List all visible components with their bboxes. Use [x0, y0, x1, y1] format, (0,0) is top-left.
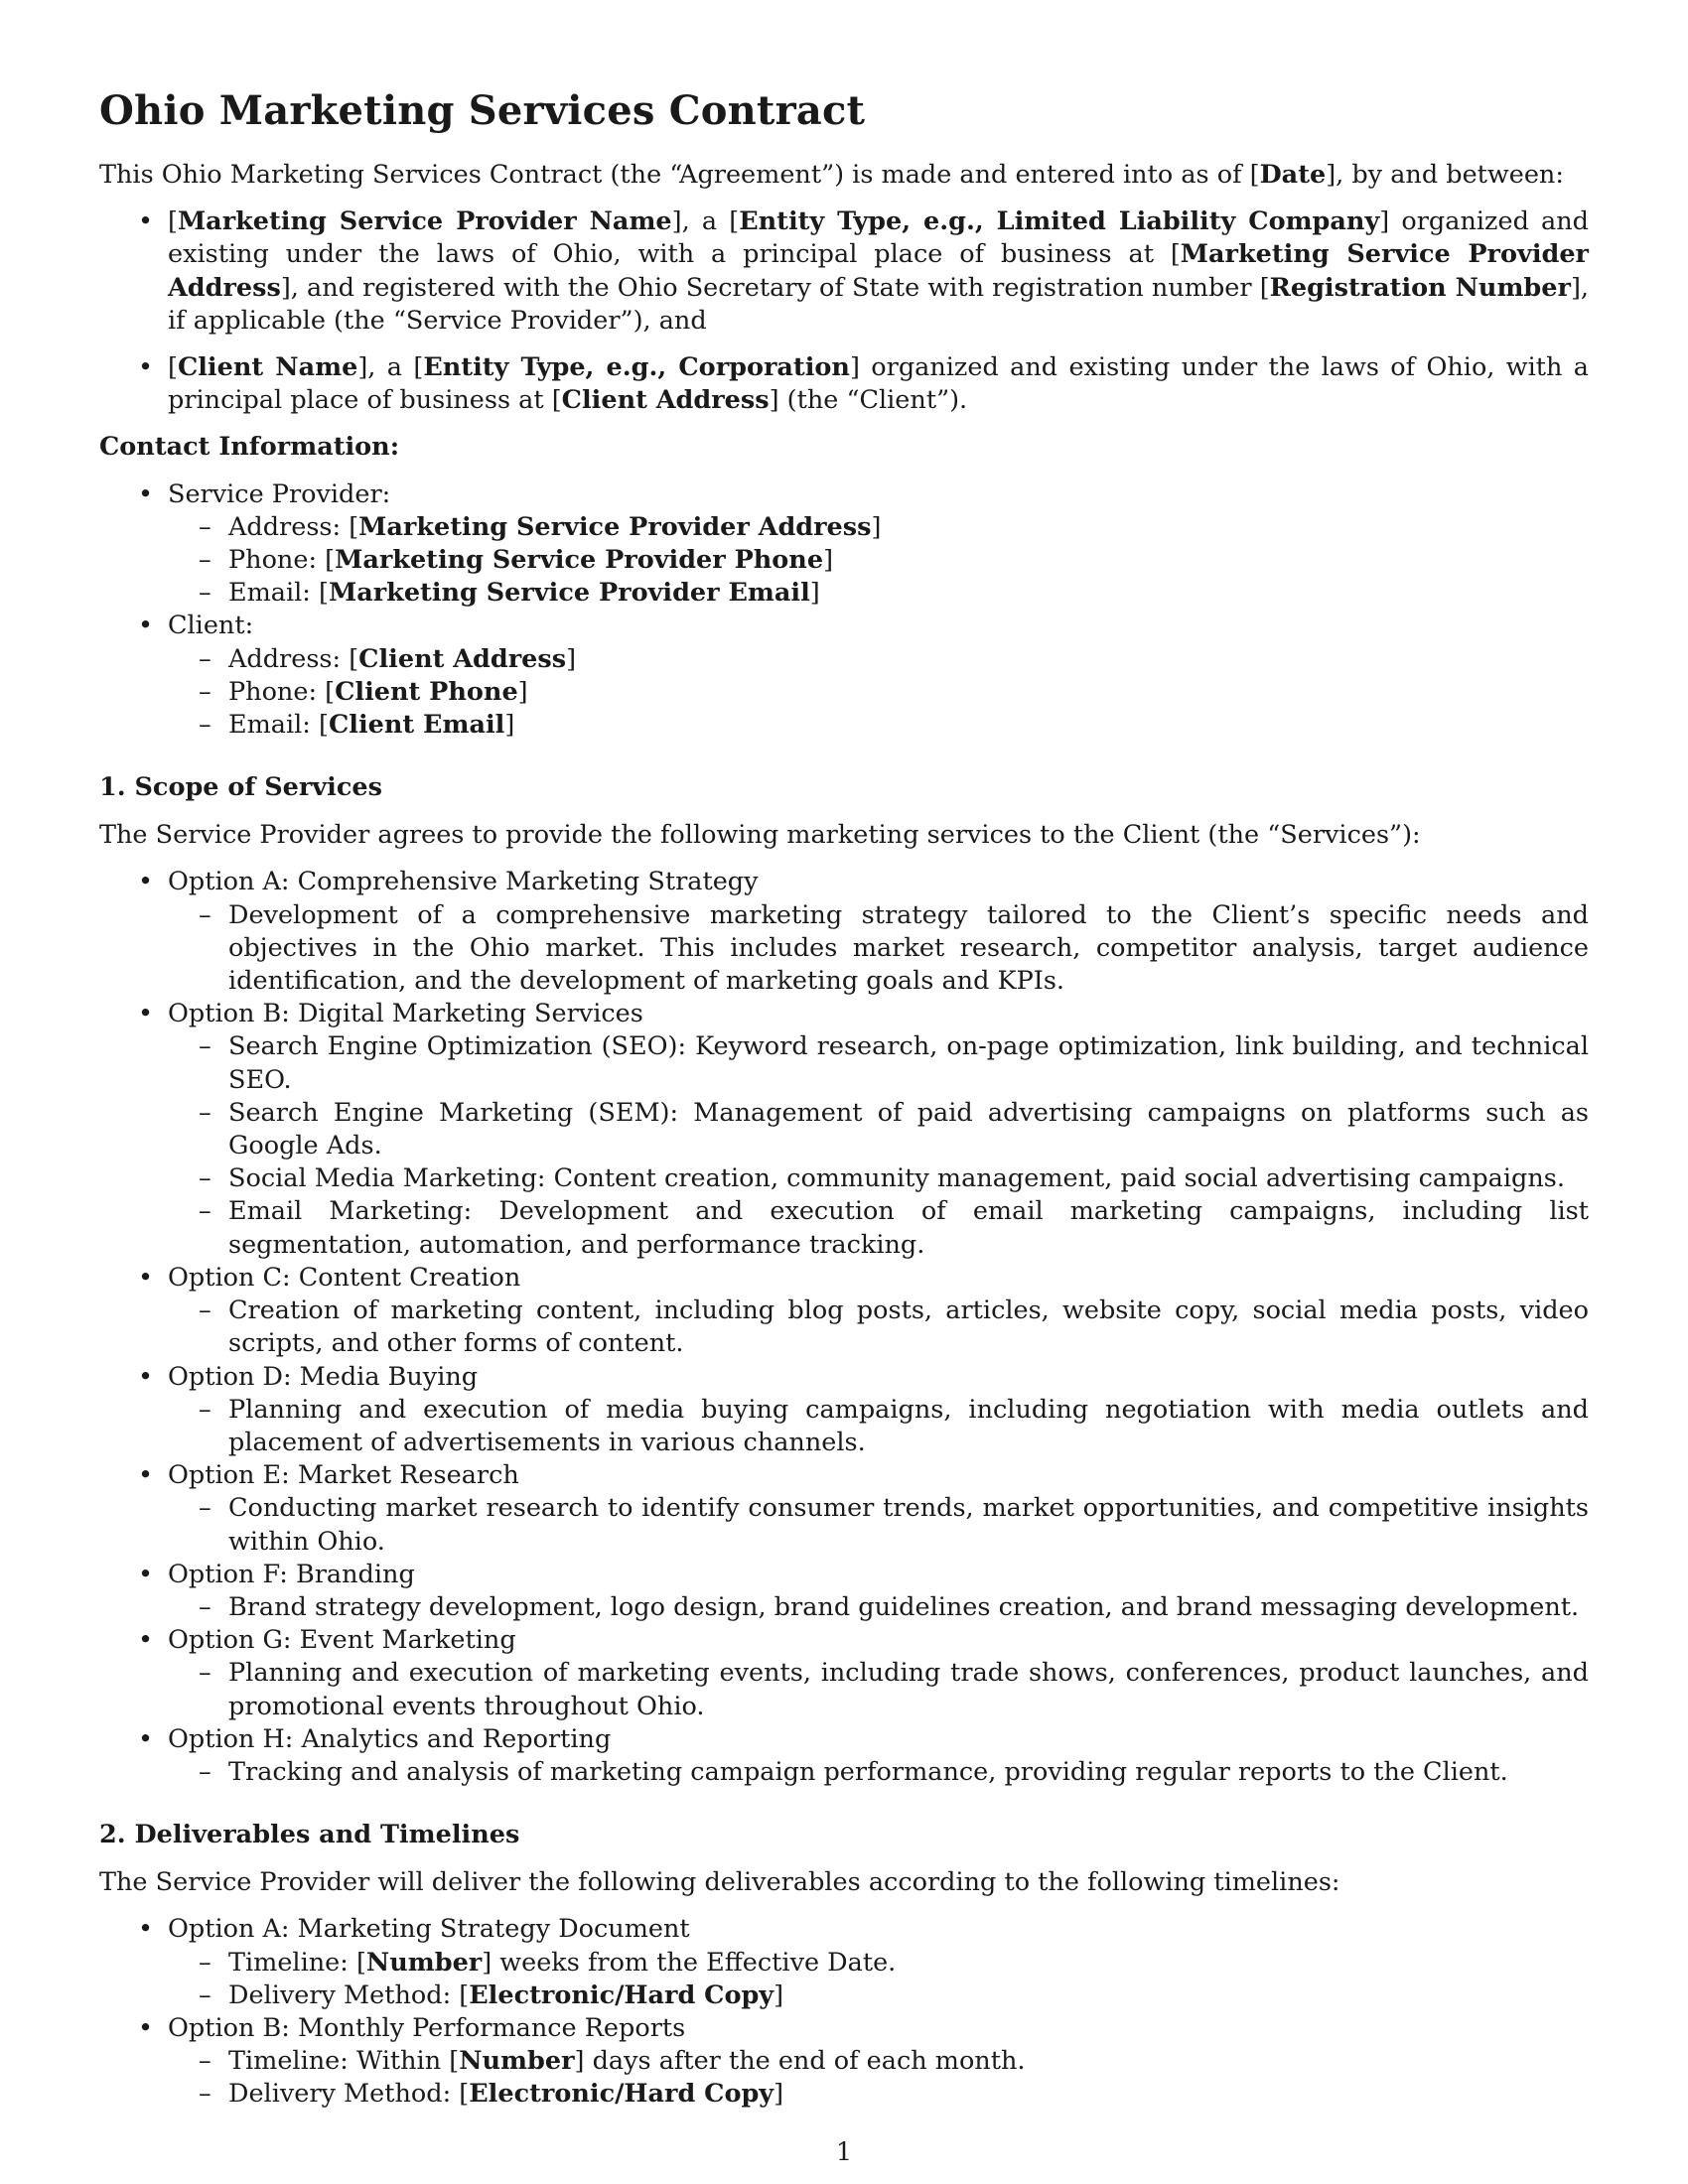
text: ] days after the end of each month. — [574, 2046, 1026, 2077]
option-detail-item: – Conducting market research to identify consumer trends, market opportunities, and competitive insights within Ohio. — [228, 1492, 1589, 1558]
deliverable-delivery-method — [228, 2078, 1589, 2111]
intro-text-post: ], by and between: — [1326, 160, 1564, 190]
option-label: Option B: Digital Marketing Services — [168, 999, 643, 1029]
text: ] organized and existing under the laws of Ohio, with a principal place of business at [ — [168, 352, 1589, 416]
field-label: Email: [ — [228, 710, 329, 741]
document-title: Ohio Marketing Services Contract — [99, 87, 866, 134]
deliverable-label: Option B: Monthly Performance Reports — [168, 2012, 686, 2043]
registration-number-placeholder: Registration Number — [1269, 272, 1571, 303]
deliverable-option — [168, 2012, 1589, 2112]
field-placeholder: Marketing Service Provider Phone — [335, 545, 824, 576]
field-label: Email: [ — [228, 578, 329, 609]
field-label: Address: [ — [228, 643, 359, 674]
contact-provider-label: Service Provider: — [168, 478, 391, 509]
text: ] — [809, 578, 820, 609]
field-label: Address: [ — [228, 511, 359, 542]
party-client — [168, 351, 1589, 417]
option-label: Option C: Content Creation — [168, 1262, 521, 1293]
option-details — [168, 1030, 1589, 1261]
contact-heading: Contact Information: — [99, 432, 400, 463]
provider-name-placeholder: Marketing Service Provider Name — [177, 206, 672, 237]
deliverable-option — [168, 1913, 1589, 2012]
option-label: Option D: Media Buying — [168, 1361, 479, 1392]
deliverable-label: Option A: Marketing Strategy Document — [168, 1914, 690, 1945]
text: Delivery Method: [ — [228, 2079, 470, 2110]
option-label: Option G: Event Marketing — [168, 1625, 516, 1656]
scope-option — [168, 1459, 1589, 1559]
option-details — [168, 1657, 1589, 1722]
field-placeholder: Electronic/Hard Copy — [469, 2079, 774, 2110]
field-placeholder: Marketing Service Provider Address — [358, 511, 872, 542]
section-1-intro: The Service Provider agrees to provide the following marketing services to the Client (the “Services”): — [99, 820, 1421, 851]
option-detail-item: – Creation of marketing content, including blog posts, articles, website copy, social media posts, video scripts, and other forms of content. — [228, 1295, 1589, 1360]
section-2-intro: The Service Provider will deliver the following deliverables according to the following timelines: — [99, 1867, 1340, 1898]
text: ], a [ — [671, 206, 740, 237]
option-detail-item: – Planning and execution of media buying campaigns, including negotiation with media outlets and placement of advertisements in various channels. — [228, 1394, 1589, 1459]
text: ] — [517, 676, 528, 707]
client-name-placeholder: Client Name — [177, 352, 358, 383]
contract-page — [99, 83, 1589, 2112]
option-detail-item: – Social Media Marketing: Content creation, community management, paid social advertising campaigns. — [228, 1162, 1589, 1195]
text: ], a [ — [357, 352, 424, 383]
provider-address-placeholder: Marketing Service Provider Address — [168, 239, 1589, 303]
field-placeholder: Marketing Service Provider Email — [328, 578, 810, 609]
text: ] — [566, 643, 577, 674]
option-label: Option A: Comprehensive Marketing Strategy — [168, 867, 759, 897]
contact-client — [168, 610, 1589, 742]
scope-option — [168, 1624, 1589, 1723]
client-entity-placeholder: Entity Type, e.g., Corporation — [423, 352, 850, 383]
intro-paragraph — [99, 159, 1589, 192]
scope-option — [168, 1559, 1589, 1624]
text: Delivery Method: [ — [228, 1979, 470, 2010]
option-details — [168, 1591, 1589, 1624]
deliverable-timeline — [228, 2045, 1589, 2078]
field-placeholder: Number — [365, 1947, 483, 1978]
deliverable-details — [168, 2045, 1589, 2111]
option-detail-item: – Email Marketing: Development and execution of email marketing campaigns, including list segmentation, automation, and performance tracking. — [228, 1195, 1589, 1261]
deliverables-list — [99, 1913, 1589, 2111]
text: [ — [168, 352, 178, 383]
parties-list — [99, 205, 1589, 417]
contact-client-label: Client: — [168, 611, 254, 641]
scope-option — [168, 1723, 1589, 1789]
text: ] weeks from the Effective Date. — [482, 1947, 897, 1978]
contact-client-address — [228, 643, 1589, 676]
deliverable-timeline — [228, 1947, 1589, 1979]
text: ] (the “Client”). — [769, 385, 968, 416]
text: ] — [871, 511, 882, 542]
field-placeholder: Electronic/Hard Copy — [469, 1979, 774, 2010]
text: ] — [774, 2079, 784, 2110]
text: [ — [168, 206, 178, 237]
contact-provider-email — [228, 577, 1589, 610]
option-detail-item: – Brand strategy development, logo design, brand guidelines creation, and brand messaging development. — [228, 1591, 1589, 1624]
option-label: Option H: Analytics and Reporting — [168, 1723, 612, 1754]
text: ] — [774, 1979, 784, 2010]
text: ] organized and existing under the laws of Ohio, with a principal place of business at [ — [168, 206, 1590, 270]
section-2-heading: 2. Deliverables and Timelines — [99, 1820, 520, 1850]
option-detail-item: – Search Engine Optimization (SEO): Keyword research, on-page optimization, link building, and technical SEO. — [228, 1030, 1589, 1096]
option-detail-item: – Tracking and analysis of marketing campaign performance, providing regular reports to the Client. — [228, 1756, 1589, 1789]
field-placeholder: Number — [459, 2046, 575, 2077]
provider-entity-placeholder: Entity Type, e.g., Limited Liability Company — [739, 206, 1380, 237]
option-detail-item: – Development of a comprehensive marketing strategy tailored to the Client’s specific needs and objectives in the Ohio market. This includes market research, competitor analysis, target audience identification, and the development of marketing goals and KPIs. — [228, 899, 1589, 999]
contact-list — [99, 478, 1589, 743]
intro-text-pre: This Ohio Marketing Services Contract (the “Agreement”) is made and entered into as of [ — [99, 160, 1260, 190]
text: ], if applicable (the “Service Provider”), and — [168, 272, 1589, 336]
field-label: Phone: [ — [228, 676, 336, 707]
option-detail-item: – Search Engine Marketing (SEM): Management of paid advertising campaigns on platforms such as Google Ads. — [228, 1097, 1589, 1162]
date-placeholder: Date — [1259, 160, 1327, 190]
contact-provider-address — [228, 511, 1589, 544]
option-label: Option E: Market Research — [168, 1460, 519, 1491]
scope-options-list — [99, 866, 1589, 1789]
option-detail-item: – Planning and execution of marketing events, including trade shows, conferences, product launches, and promotional events throughout Ohio. — [228, 1657, 1589, 1722]
text: ] — [823, 545, 834, 576]
contact-client-phone — [228, 676, 1589, 709]
scope-option — [168, 1361, 1589, 1460]
field-placeholder: Client Email — [328, 710, 505, 741]
client-address-placeholder: Client Address — [561, 385, 770, 416]
contact-provider-details — [168, 511, 1589, 611]
page-number: 1 — [835, 2137, 853, 2167]
deliverable-details — [168, 1947, 1589, 2012]
contact-provider-phone — [228, 544, 1589, 577]
scope-option — [168, 1262, 1589, 1361]
option-details — [168, 1492, 1589, 1558]
option-details — [168, 1295, 1589, 1360]
text: Timeline: [ — [228, 1947, 366, 1978]
scope-option — [168, 866, 1589, 998]
field-placeholder: Client Address — [358, 643, 567, 674]
scope-option — [168, 998, 1589, 1262]
party-provider — [168, 205, 1589, 338]
text: ], and registered with the Ohio Secretary of State with registration number [ — [280, 272, 1270, 303]
deliverable-delivery-method — [228, 1979, 1589, 2012]
field-label: Phone: [ — [228, 545, 336, 576]
option-details — [168, 899, 1589, 999]
option-details — [168, 1394, 1589, 1459]
text: Timeline: Within [ — [228, 2046, 460, 2077]
contact-provider — [168, 478, 1589, 611]
text: ] — [504, 710, 515, 741]
section-1-heading: 1. Scope of Services — [99, 772, 382, 803]
field-placeholder: Client Phone — [335, 676, 518, 707]
option-details — [168, 1756, 1589, 1789]
contact-client-details — [168, 643, 1589, 743]
contact-client-email — [228, 709, 1589, 742]
option-label: Option F: Branding — [168, 1559, 415, 1589]
